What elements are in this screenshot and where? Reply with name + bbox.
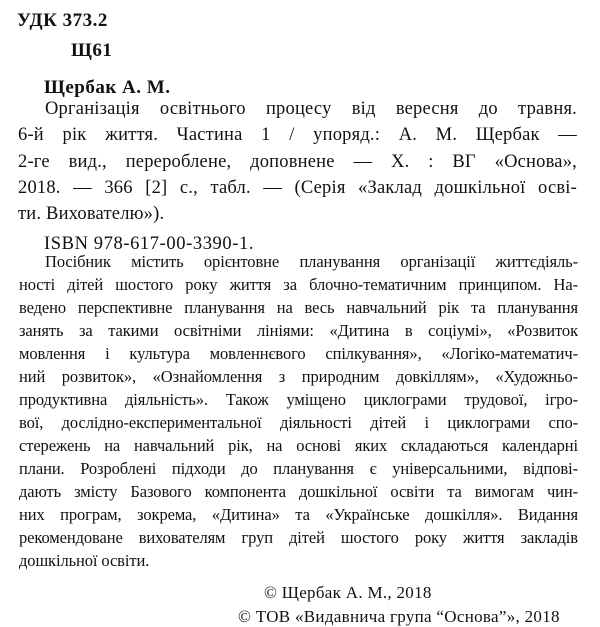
bib-line-5: ти. Вихователю»). <box>18 204 165 224</box>
annotation-line: ведено перспективне планування на весь навчальний рік та планування <box>19 298 578 317</box>
bib-line-1: Організація освітнього процесу від вересня до травня. <box>45 99 577 119</box>
annotation-line: них програм, зокрема, «Дитина» та «Українське дошкілля». Видання <box>19 505 578 524</box>
annotation-line: занять за такими освітніми лініями: «Дитина в соціумі», «Розвиток <box>19 321 578 340</box>
copyright-publisher: © ТОВ «Видавнича група “Основа”», 2018 <box>238 607 560 626</box>
annotation-line: ності дітей шостого року життя за блочно-тематичним принципом. На- <box>19 275 578 294</box>
annotation-line: Посібник містить орієнтовне планування організації життєдіяль- <box>45 252 578 271</box>
bib-line-3: 2-ге вид., перероблене, доповнене — Х. : ВГ «Основа», <box>18 152 577 172</box>
author-heading: Щербак А. М. <box>44 77 171 98</box>
annotation-line: плани. Розроблені підходи до планування є універсальними, відпові- <box>19 459 578 478</box>
annotation-line: дають змісту Базового компонента дошкільної освіти та вимогам чин- <box>19 482 578 501</box>
annotation-line: продуктивна діяльність». Також уміщено циклограми трудової, ігро- <box>19 390 578 409</box>
author-code: Щ61 <box>71 40 113 61</box>
annotation-line: мовлення і культура мовленнєвого спілкування», «Логіко-математич- <box>19 344 578 363</box>
annotation-line: ний розвиток», «Ознайомлення з природним довкіллям», «Художньо- <box>19 367 578 386</box>
annotation-line: дошкільної освіти. <box>19 551 150 570</box>
annotation-line: стережень на навчальний рік, на основі яких складаються календарні <box>19 436 578 455</box>
bib-line-4: 2018. — 366 [2] с., табл. — (Серія «Заклад дошкільної осві- <box>18 178 577 198</box>
isbn: ISBN 978-617-00-3390-1. <box>44 234 255 254</box>
annotation-line: вої, дослідно-експериментальної діяльності дітей і циклограми спо- <box>19 413 578 432</box>
bib-line-2: 6-й рік життя. Частина 1 / упоряд.: А. М. Щербак — <box>18 125 577 145</box>
udc-code: УДК 373.2 <box>17 10 108 31</box>
copyright-author: © Щербак А. М., 2018 <box>264 583 432 602</box>
annotation-line: рекомендоване вихователям груп дітей шостого року життя закладів <box>19 528 578 547</box>
